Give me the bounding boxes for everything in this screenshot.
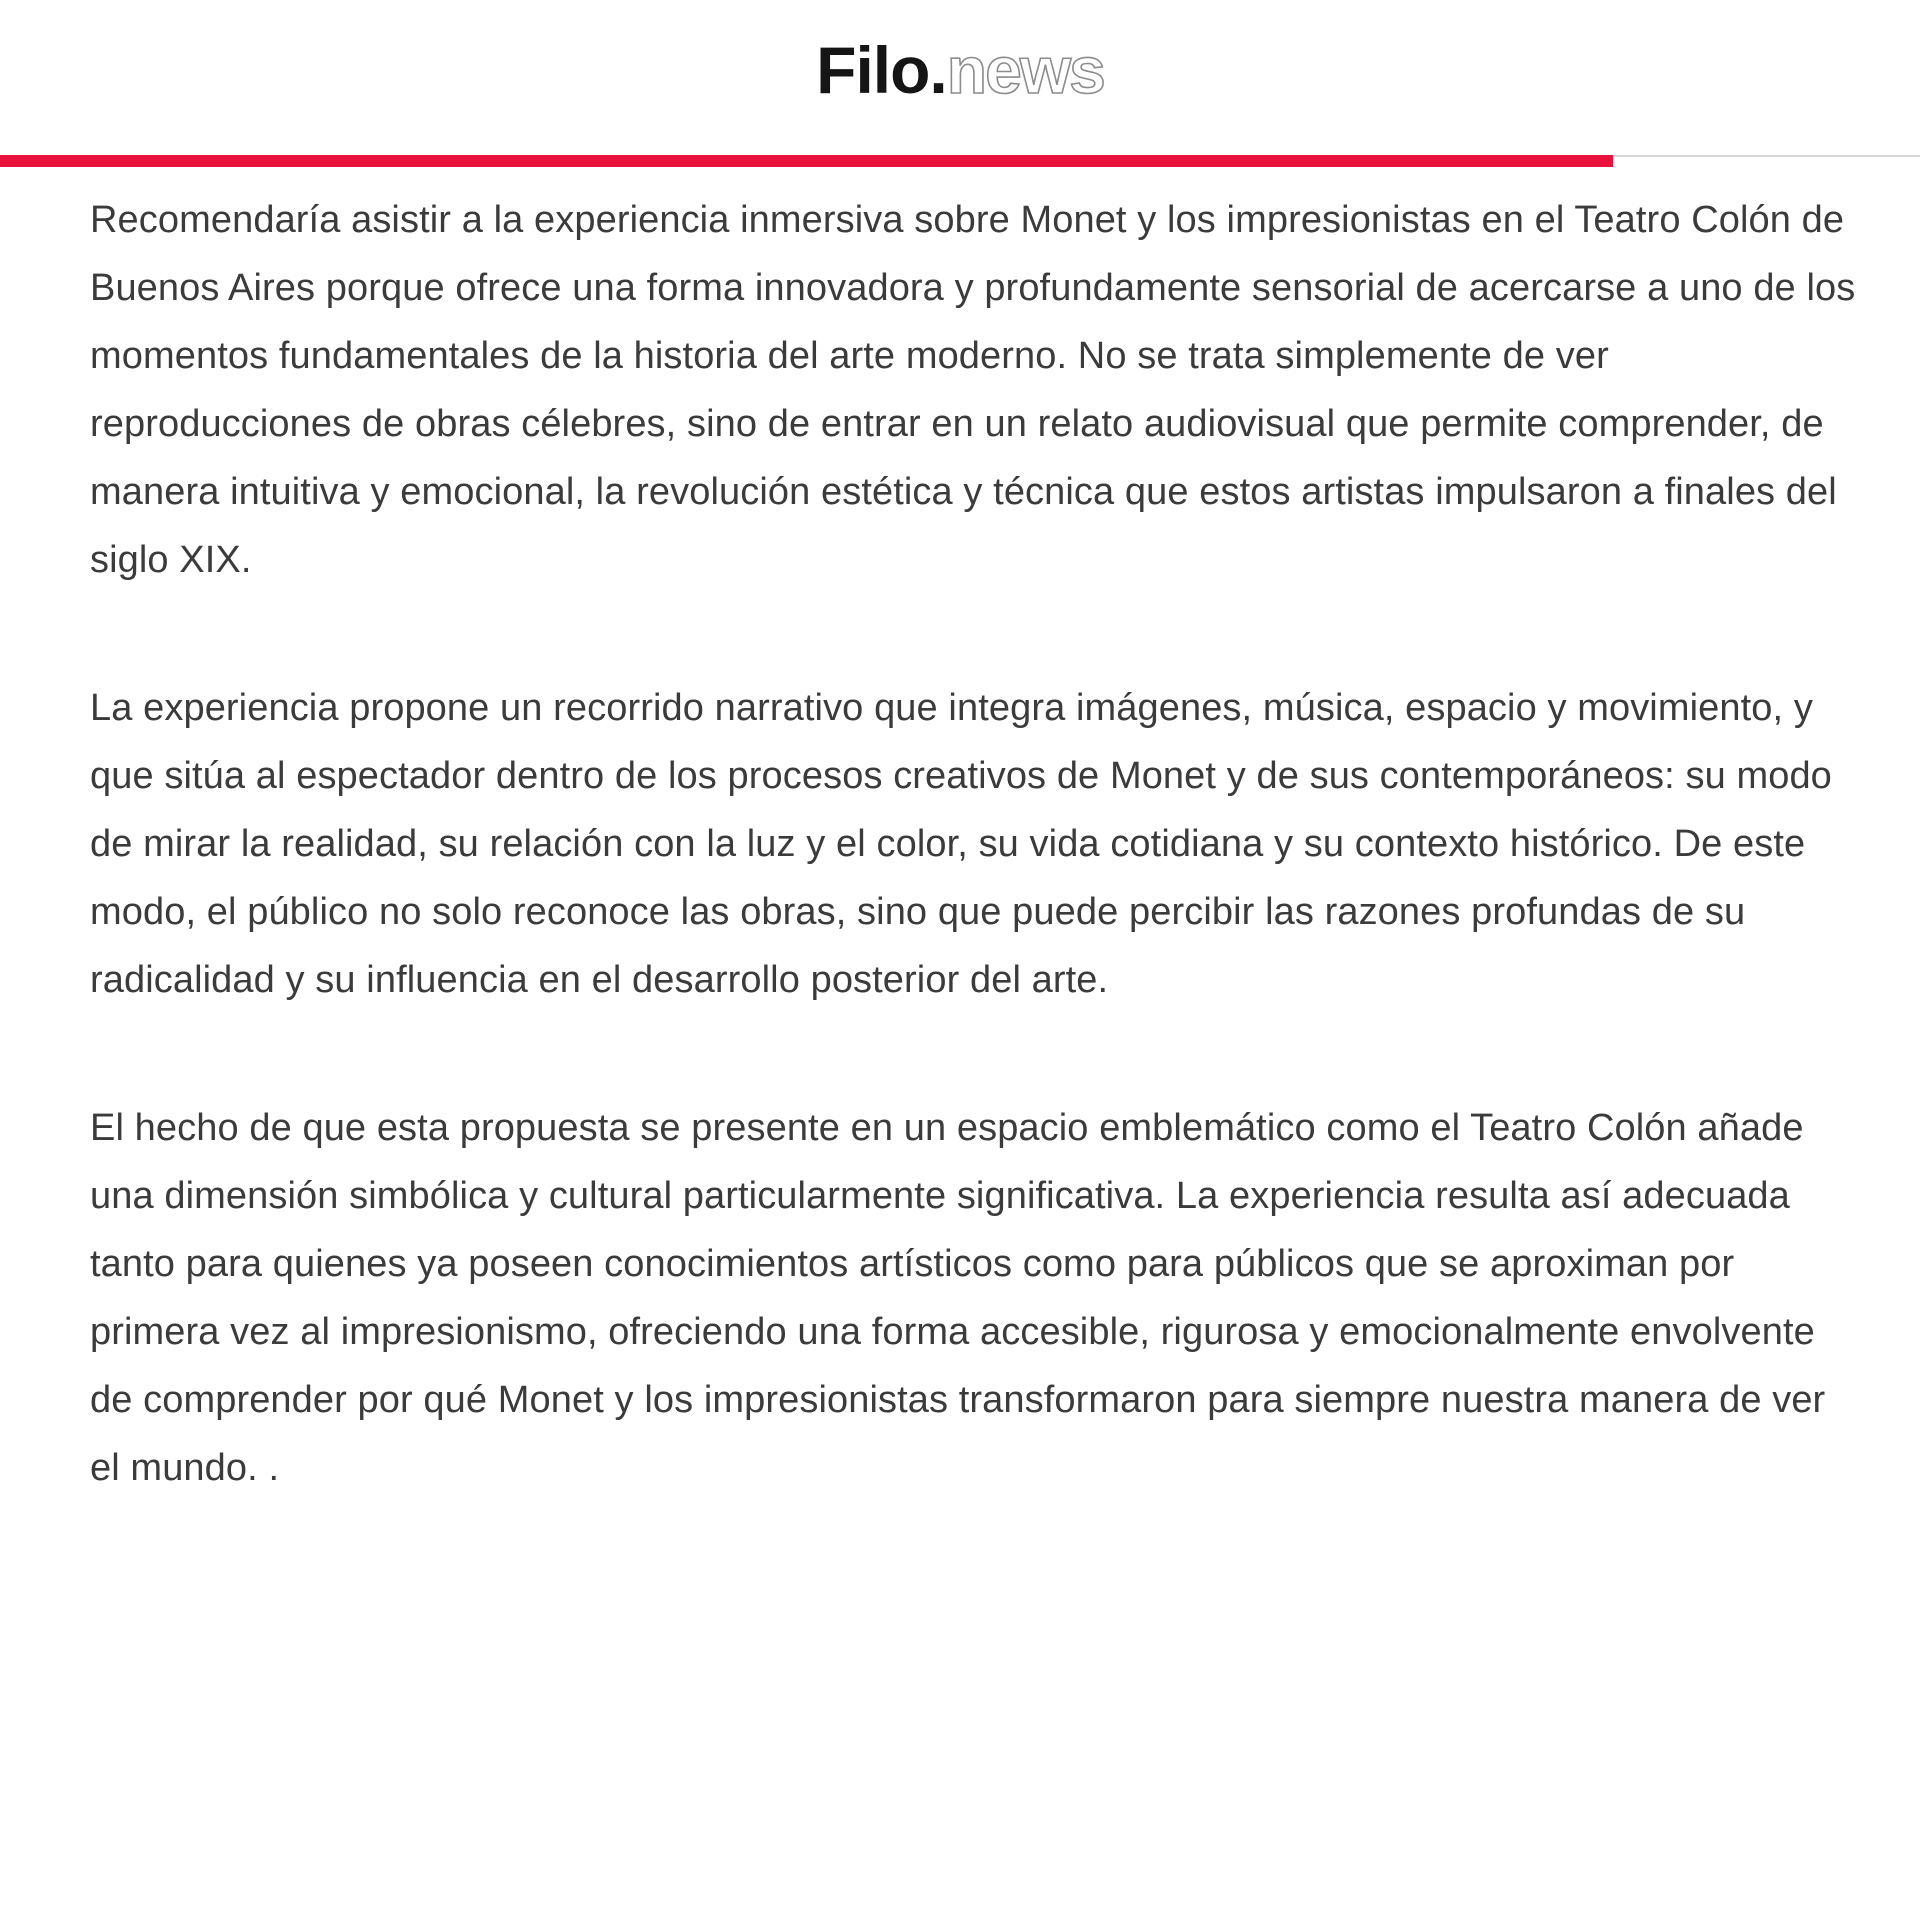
reading-progress-bar — [0, 155, 1613, 167]
logo-wordmark-news: news — [946, 33, 1104, 107]
filo-news-logo[interactable] — [0, 30, 1920, 110]
article-body — [90, 186, 1860, 1582]
article-paragraph-3: El hecho de que esta propuesta se presente en un espacio emblemático como el Teatro Colón añade una dimensión simbólica y cultural particularmente significativa. La experiencia resulta así adecuada tanto para quienes ya poseen conocimientos artísticos como para públicos que se aproximan por primera vez al impresionismo, ofreciendo una forma accesible, rigurosa y emocionalmente envolvente de comprender por qué Monet y los impresionistas transformaron para siempre nuestra manera de ver el mundo. . — [90, 1107, 1826, 1489]
logo-wordmark-filo: Filo. — [816, 33, 947, 107]
site-header — [0, 0, 1920, 155]
article-paragraph-1: Recomendaría asistir a la experiencia inmersiva sobre Monet y los impresionistas en el Teatro Colón de Buenos Aires porque ofrece una forma innovadora y profundamente sensorial de acercarse a uno de los momentos fundamentales de la historia del arte moderno. No se trata simplemente de ver reproducciones de obras célebres, sino de entrar en un relato audiovisual que permite comprender, de manera intuitiva y emocional, la revolución estética y técnica que estos artistas impulsaron a finales del siglo XIX. — [90, 199, 1856, 581]
article-paragraph-2: La experiencia propone un recorrido narrativo que integra imágenes, música, espacio y movimiento, y que sitúa al espectador dentro de los procesos creativos de Monet y de sus contemporáneos: su modo de mirar la realidad, su relación con la luz y el color, su vida cotidiana y su contexto histórico. De este modo, el público no solo reconoce las obras, sino que puede percibir las razones profundas de su radicalidad y su influencia en el desarrollo posterior del arte. — [90, 687, 1832, 1001]
